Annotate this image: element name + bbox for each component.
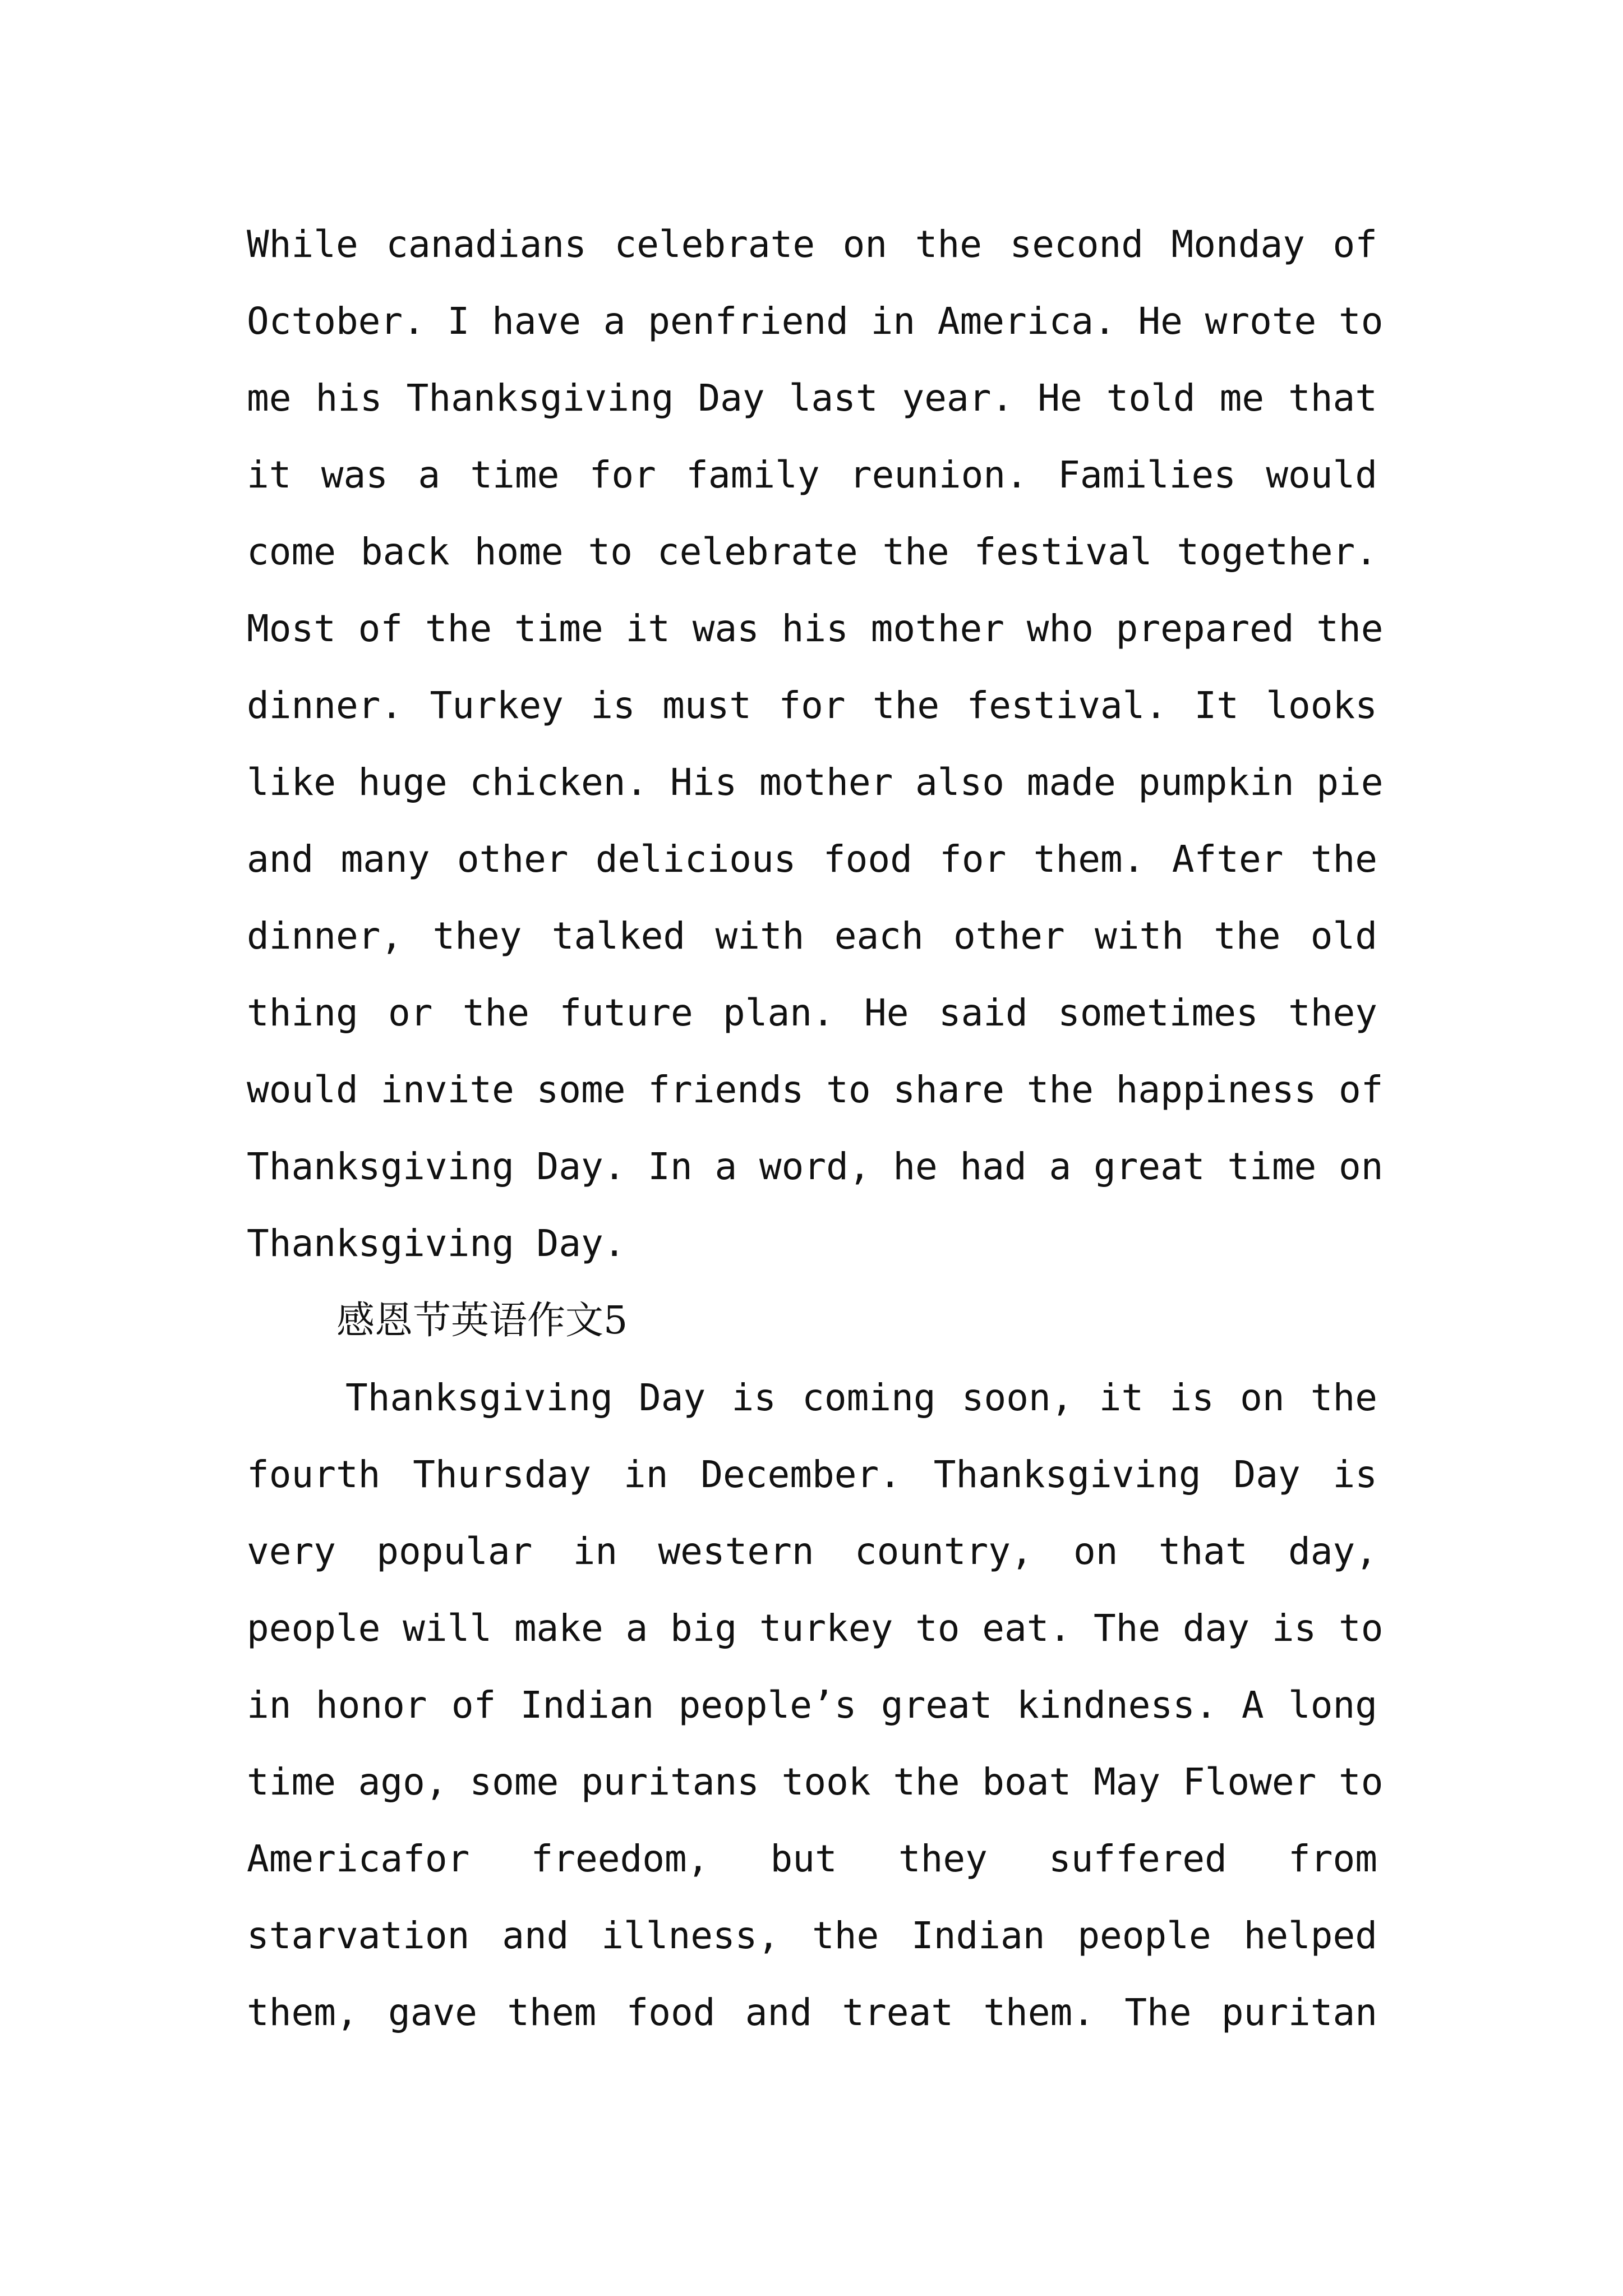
paragraph-2: [247, 1359, 1384, 2051]
text-line: Most of the time it was his mother who prepared the: [247, 607, 1384, 650]
text-line: very popular in western country, on that day,: [247, 1530, 1377, 1573]
paragraph-1: [247, 206, 1384, 1282]
text-line: starvation and illness, the Indian people helped: [247, 1914, 1377, 1957]
text-line: people will make a big turkey to eat. The day is to: [247, 1607, 1384, 1650]
text-line: dinner. Turkey is must for the festival. It looks: [247, 684, 1377, 727]
text-line: Thanksgiving Day.: [247, 1222, 626, 1265]
text-line: and many other delicious food for them. After the: [247, 838, 1377, 881]
text-line: Thanksgiving Day. In a word, he had a great time on: [247, 1145, 1384, 1188]
text-line: like huge chicken. His mother also made pumpkin pie: [247, 761, 1384, 804]
text-line: Americafor freedom, but they suffered from: [247, 1837, 1377, 1880]
text-line: Thanksgiving Day is coming soon, it is on the: [345, 1376, 1377, 1419]
text-line: me his Thanksgiving Day last year. He told me that: [247, 376, 1377, 420]
text-line: it was a time for family reunion. Families would: [247, 453, 1377, 496]
text-line: thing or the future plan. He said sometimes they: [247, 991, 1377, 1034]
text-line: While canadians celebrate on the second Monday of: [247, 223, 1377, 266]
text-line: time ago, some puritans took the boat May Flower to: [247, 1760, 1384, 1803]
text-line: in honor of Indian people’s great kindness. A long: [247, 1683, 1377, 1727]
section-heading: 感恩节英语作文5: [336, 1299, 628, 1343]
text-line: dinner, they talked with each other with the old: [247, 914, 1377, 958]
text-line: would invite some friends to share the happiness of: [247, 1068, 1384, 1111]
text-line: come back home to celebrate the festival together.: [247, 530, 1377, 573]
text-line: them, gave them food and treat them. The puritan: [247, 1991, 1377, 2034]
text-line: fourth Thursday in December. Thanksgiving Day is: [247, 1453, 1377, 1496]
text-line: October. I have a penfriend in America. He wrote to: [247, 300, 1384, 343]
